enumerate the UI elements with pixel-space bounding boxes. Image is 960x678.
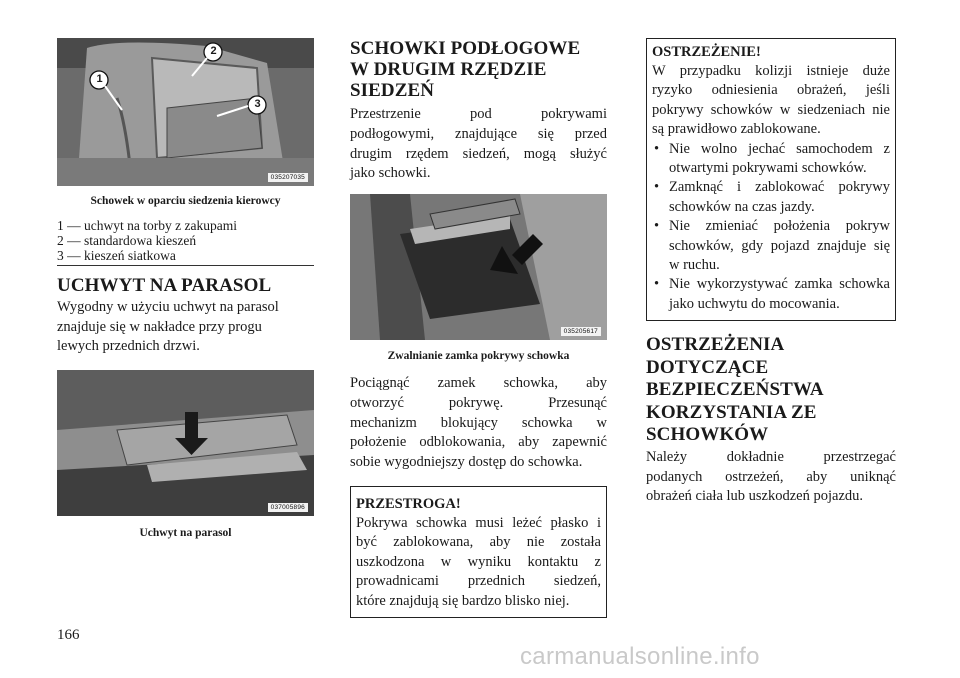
body-line: Wygodny w użyciu uchwyt na parasol bbox=[57, 298, 279, 315]
callout-3: 3 bbox=[254, 98, 261, 110]
figure-caption: Zwalnianie zamka pokrywy schowka bbox=[387, 350, 570, 363]
body-line: Pociągnąć zamek schowka, aby bbox=[350, 374, 607, 391]
bullet-line: • Nie wolno jechać samochodem z bbox=[669, 140, 890, 157]
seatback-illustration bbox=[57, 38, 314, 186]
body-line: obrażeń ciała lub uszkodzeń pojazdu. bbox=[646, 488, 864, 505]
warning-bullet bbox=[652, 178, 890, 217]
figure-code: 035205617 bbox=[561, 327, 601, 336]
warning-bullets bbox=[652, 140, 890, 315]
warning-bullet bbox=[652, 140, 890, 179]
warning-line: ryzyko odniesienia obrażeń, jeśli bbox=[652, 82, 890, 99]
floor-storage-illustration bbox=[350, 194, 607, 340]
body-line: znajduje się w nakładce przy progu bbox=[57, 318, 262, 335]
body-line: sobie wygodniejszy dostęp do schowka. bbox=[350, 454, 583, 471]
section-heading bbox=[646, 334, 896, 447]
caution-line: Pokrywa schowka musi leżeć płasko i bbox=[356, 514, 601, 531]
middle-column bbox=[350, 38, 607, 618]
legend-item: 3 — kieszeń siatkowa bbox=[57, 247, 176, 263]
body-line: otworzyć pokrywę. Przesunąć bbox=[350, 394, 607, 411]
warning-text bbox=[652, 62, 890, 140]
section-body bbox=[350, 374, 607, 473]
heading-line: DOTYCZĄCE bbox=[646, 356, 769, 378]
body-line: położenie odblokowania, aby zapewnić bbox=[350, 434, 607, 451]
bullet-line: schowków, gdy pojazd znajduje się bbox=[669, 237, 890, 254]
heading-line: BEZPIECZEŃSTWA bbox=[646, 379, 824, 401]
umbrella-holder-photo bbox=[57, 370, 314, 516]
legend-item: 1 — uchwyt na torby z zakupami bbox=[57, 217, 237, 233]
bullet-line: w ruchu. bbox=[669, 257, 720, 274]
figure-legend bbox=[57, 218, 314, 266]
warning-line: pokrywy schowków w siedzeniach nie bbox=[652, 101, 890, 118]
figure-caption: Uchwyt na parasol bbox=[139, 527, 232, 540]
heading-line: SCHOWKÓW bbox=[646, 424, 769, 446]
bullet-line: • Nie wykorzystywać zamka schowka bbox=[669, 276, 890, 293]
left-column bbox=[57, 38, 314, 541]
heading-line: OSTRZEŻENIA bbox=[646, 334, 785, 356]
legend-item: 2 — standardowa kieszeń bbox=[57, 232, 197, 248]
heading-line: W DRUGIM RZĘDZIE bbox=[350, 59, 547, 80]
warning-line: W przypadku kolizji istnieje duże bbox=[652, 63, 890, 79]
bullet-line: • Nie zmieniać położenia pokryw bbox=[669, 218, 890, 235]
section-heading bbox=[350, 38, 607, 101]
caution-line: które znajdują się bardzo blisko niej. bbox=[356, 592, 570, 609]
section-heading: UCHWYT NA PARASOL bbox=[57, 274, 272, 296]
heading-line: KORZYSTANIA ZE bbox=[646, 401, 817, 423]
bullet-line: schowków na czas jazdy. bbox=[669, 198, 815, 215]
body-line: mechanizm blokujący schowka w bbox=[350, 414, 607, 431]
caution-text bbox=[356, 514, 601, 611]
section-body bbox=[646, 448, 896, 507]
figure-code: 035207035 bbox=[268, 173, 308, 182]
warning-line: są prawidłowo zablokowane. bbox=[652, 121, 821, 138]
body-line: drugim rzędem siedzeń, mogą służyć bbox=[350, 145, 607, 162]
warning-bullet bbox=[652, 275, 890, 314]
callout-2: 2 bbox=[210, 45, 217, 57]
warning-bullet bbox=[652, 217, 890, 275]
caution-title: PRZESTROGA! bbox=[356, 495, 461, 512]
body-line: podłogowymi, znajdujące się przed bbox=[350, 125, 607, 142]
heading-line: SIEDZEŃ bbox=[350, 80, 435, 101]
figure-caption: Schowek w oparciu siedzenia kierowcy bbox=[90, 195, 281, 207]
warning-box bbox=[646, 38, 896, 321]
heading-line: SCHOWKI PODŁOGOWE bbox=[350, 38, 581, 59]
figure-code: 037005896 bbox=[268, 503, 308, 512]
caution-line: uszkodzona w wyniku kontaktu z bbox=[356, 553, 601, 570]
section-body bbox=[57, 298, 314, 357]
section-intro bbox=[350, 105, 607, 184]
right-column bbox=[646, 38, 896, 507]
caution-box bbox=[350, 486, 607, 618]
body-line: lewych przednich drzwi. bbox=[57, 338, 200, 355]
bullet-line: otwartymi pokrywami schowków. bbox=[669, 160, 867, 177]
seatback-storage-photo bbox=[57, 38, 314, 186]
body-line: Przestrzenie pod pokrywami bbox=[350, 106, 607, 122]
bullet-line: • Zamknąć i zablokować pokrywy bbox=[669, 179, 890, 196]
body-line: podanych ostrzeżeń, aby uniknąć bbox=[646, 468, 896, 485]
body-line: Należy dokładnie przestrzegać bbox=[646, 448, 896, 465]
warning-title: OSTRZEŻENIE! bbox=[652, 44, 761, 60]
body-line: jako schowki. bbox=[350, 165, 431, 182]
caution-line: być zablokowana, aby nie została bbox=[356, 534, 601, 551]
bullet-line: jako uchwytu do mocowania. bbox=[669, 295, 840, 312]
page-number: 166 bbox=[57, 627, 80, 643]
floor-storage-photo bbox=[350, 194, 607, 340]
callout-1: 1 bbox=[96, 73, 103, 85]
caution-line: prowadnicami przednich siedzeń, bbox=[356, 573, 601, 590]
watermark: carmanualsonline.info bbox=[520, 643, 760, 670]
umbrella-holder-illustration bbox=[57, 370, 314, 516]
